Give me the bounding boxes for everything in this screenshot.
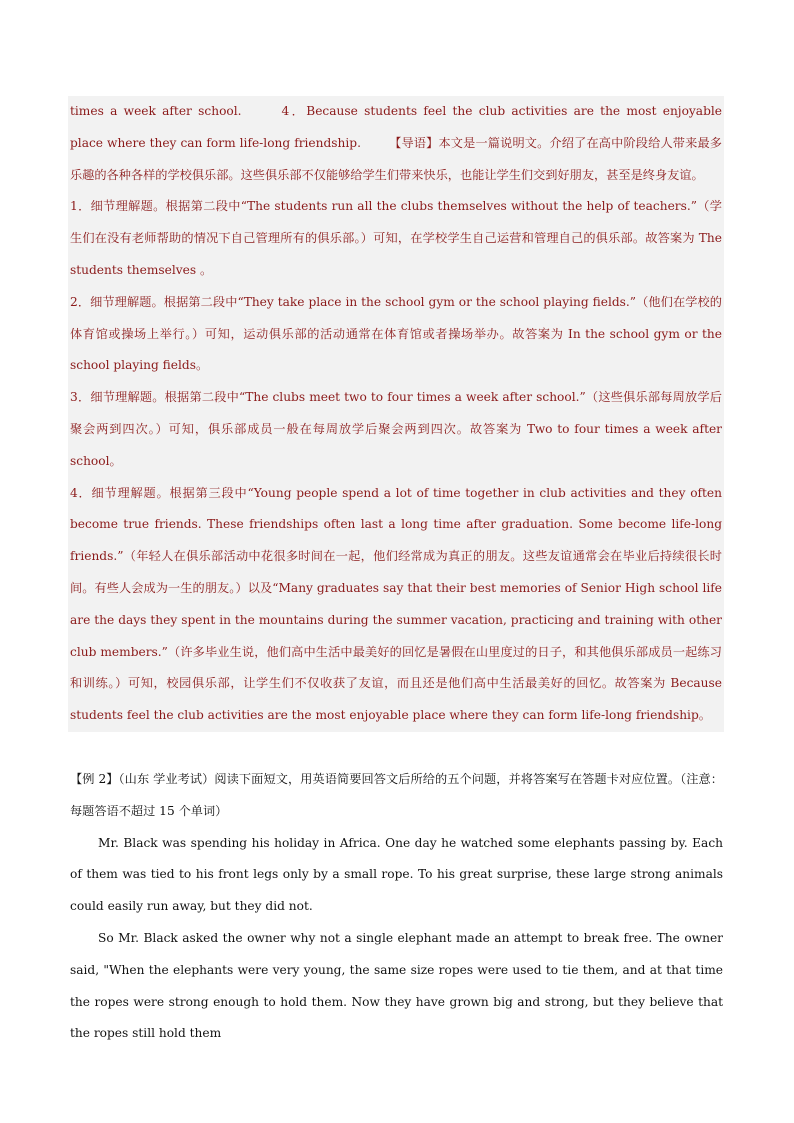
guide-tag: 【导语】 bbox=[388, 135, 439, 150]
answer-explanation-block bbox=[68, 96, 724, 732]
example-2-block bbox=[70, 764, 723, 1050]
example-heading: 【例 2】（山东 学业考试）阅读下面短文，用英语简要回答文后所给的五个问题，并将答案写在答题卡对应位置。（注意：每题答语不超过 15 个单词） bbox=[70, 772, 723, 818]
passage-paragraph-2: So Mr. Black asked the owner why not a single elephant made an attempt to break free. The owner said, "When the elephants were very young, the same size ropes were used to tie them, and at that time the ropes were strong enough to hold them. Now they have grown big and strong, but they believe that the ropes still hold them bbox=[70, 930, 723, 1041]
previous-answer-tail: times a week after school. bbox=[70, 104, 242, 118]
guide-text: 本文是一篇说明文。介绍了在高中阶段给人带来最多乐趣的各种各样的学校俱乐部。这些俱乐部不仅能够给学生们带来快乐，也能让学生们交到好朋友，甚至是终身友谊。 bbox=[70, 135, 722, 182]
explanation-item-1: 1．细节理解题。根据第二段中“The students run all the clubs themselves without the help of teachers.”（学生们在没有老师帮助的情况下自己管理所有的俱乐部。）可知，在学校学生自己运营和管理自己的俱乐部。故答案为 The students themselves 。 bbox=[70, 199, 722, 277]
passage-paragraph-1: Mr. Black was spending his holiday in Africa. One day he watched some elephants passing by. Each of them was tied to his front legs only by a small rope. To his great surprise, these large strong animals could easily run away, but they did not. bbox=[70, 835, 723, 914]
answer-intro-paragraph bbox=[70, 96, 722, 191]
explanation-item-3: 3．细节理解题。根据第二段中“The clubs meet two to four times a week after school.”（这些俱乐部每周放学后聚会两到四次。）可知，俱乐部成员一般在每周放学后聚会两到四次。故答案为 Two to four times a week after school。 bbox=[70, 390, 722, 468]
answer-item-4-text: Because students feel the club activities are the most enjoyable place where they can form life-long friendship. bbox=[70, 104, 722, 150]
explanation-item-2: 2．细节理解题。根据第二段中“They take place in the school gym or the school playing fields.”（他们在学校的体育馆或操场上举行。）可知，运动俱乐部的活动通常在体育馆或者操场举办。故答案为 In the school gym or the school playing fields。 bbox=[70, 294, 722, 373]
answer-item-4-number: 4． bbox=[281, 104, 307, 118]
explanation-item-4: 4．细节理解题。根据第三段中“Young people spend a lot of time together in club activities and they often become true friends. These friendships often last a long time after graduation. Some become life-long friends.”（年轻人在俱乐部活动中花很多时间在一起，他们经常成为真正的朋友。这些友谊通常会在毕业后持续很长时间。有些人会成为一生的朋友。）以及“Many graduates say that their best memories of Senior High school life are the days they spent in the mountains during the summer vacation, practicing and training with other club members.”（许多毕业生说，他们高中生活中最美好的回忆是暑假在山里度过的日子，和其他俱乐部成员一起练习和训练。）可知，校园俱乐部，让学生们不仅收获了友谊，而且还是他们高中生活最美好的回忆。故答案为 Because students feel the club activities are the most enjoyable place where they can form life-long friendship。 bbox=[70, 485, 722, 723]
